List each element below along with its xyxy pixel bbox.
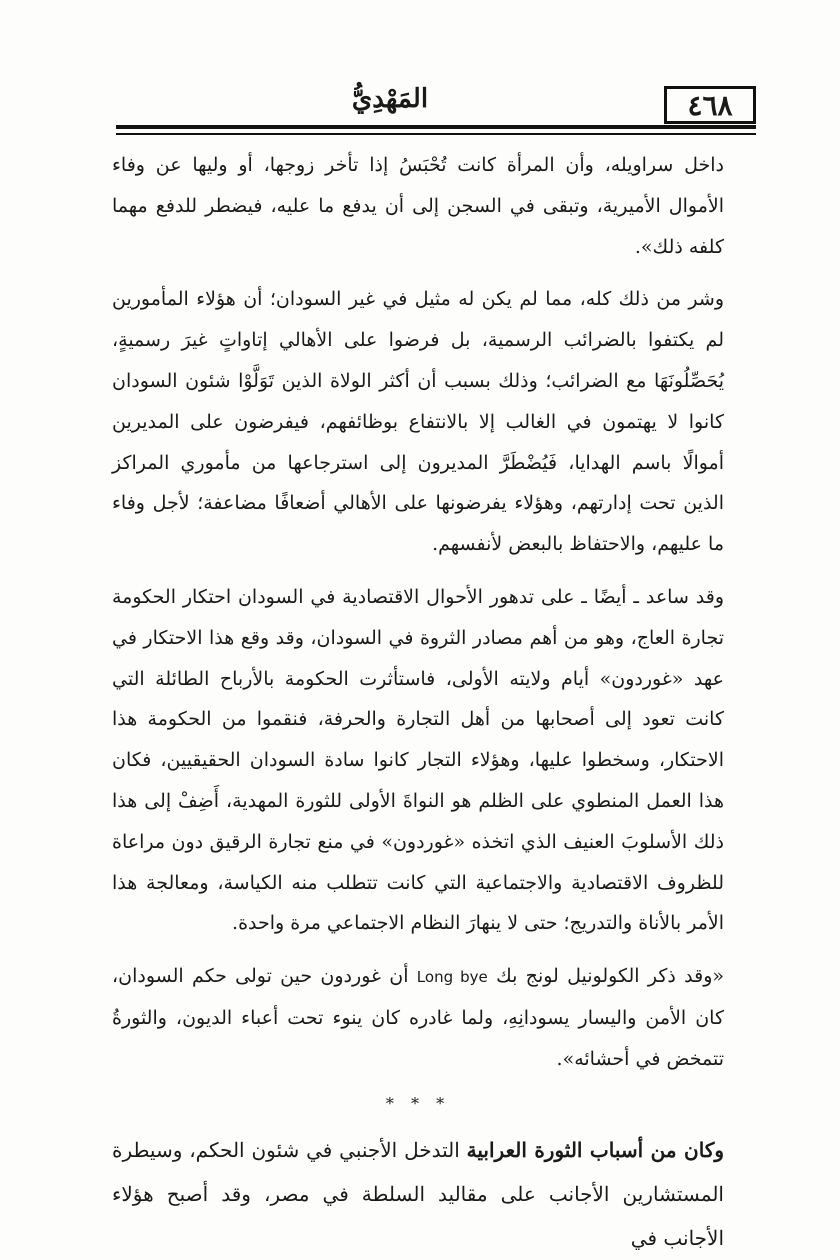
paragraph-3: وقد ساعد ـ أيضًا ـ على تدهور الأحوال الاقتصادية في السودان احتكار الحكومة تجارة العاج، وهو من أهم مصادر الثروة في السودان، وقد وقع هذا الاحتكار في عهد «غوردون» أيام ولايته الأولى، فاستأثرت الحكومة بالأرباح الطائلة التي كانت تعود إلى أصحابها من أهل التجارة والحرفة، فنقموا من الحكومة هذا الاحتكار، وسخطوا عليها، وهؤلاء التجار كانوا سادة السودان الحقيقيين، فكان هذا العمل المنطوي على الظلم هو النواةَ الأولى للثورة المهدية، أَضِفْ إلى هذا ذلك الأسلوبَ العنيف الذي اتخذه «غوردون» في منع تجارة الرقيق دون مراعاة للظروف الاقتصادية والاجتماعية التي كانت تتطلب منه الكياسة، ومعالجة هذا الأمر بالأناة والتدريج؛ حتى لا ينهارَ النظام الاجتماعي مرة واحدة.: [112, 585, 724, 935]
paragraph-5-text: التدخل الأجنبي في شئون الحكم، وسيطرة المستشارين الأجانب على مقاليد السلطة في مصر، وقد أصبح هؤلاء الأجانب في: [112, 1137, 724, 1250]
page-header: [0, 0, 840, 140]
page-body: [112, 145, 725, 1250]
bold-lead: وكان من أسباب الثورة العرابية: [466, 1137, 725, 1162]
page-number: ٤٦٨: [664, 86, 756, 124]
quote-rest: أن غوردون حين تولى حكم السودان، كان الأمن واليسار يسودانِهِ، ولما غادره كان ينوء تحت أعباء الديون، والثورةُ تتمخض في أحشائه».: [112, 965, 724, 1070]
paragraph-5: [112, 1128, 724, 1260]
header-rule-thick: [116, 125, 756, 129]
section-separator: * * *: [385, 1093, 451, 1113]
paragraph-1: داخل سراويله، وأن المرأة كانت تُحْبَسُ إذا تأخر زوجها، أو وليها عن وفاء الأموال الأميرية، وتبقى في السجن إلى أن يدفع ما عليه، فيضطر للدفع مهما كلفه ذلك».: [112, 154, 724, 258]
running-title: المَهْدِيُّ: [351, 84, 429, 114]
paragraph-4-quote: [112, 956, 724, 1079]
quote-start: «وقد ذكر الكولونيل لونج بك: [496, 965, 724, 988]
paragraph-2: وشر من ذلك كله، مما لم يكن له مثيل في غير السودان؛ أن هؤلاء المأمورين لم يكتفوا بالضرائب الرسمية، بل فرضوا على الأهالي إتاواتٍ غيرَ رسميةٍ، يُحَصِّلُونَهَا مع الضرائب؛ وذلك بسبب أن أكثر الولاة الذين تَوَلَّوْا شئون السودان كانوا لا يهتمون في الغالب إلا بالانتفاع بوظائفهم، فيفرضون على المديرين أموالًا باسم الهدايا، فَيُضْطَرَّ المديرون إلى استرجاعها من مأموري المراكز الذين تحت إدارتهم، وهؤلاء يفرضونها على الأهالي أضعافًا مضاعفة؛ لأجل وفاء ما عليهم، والاحتفاظ بالبعض لأنفسهم.: [112, 288, 724, 556]
header-rule-thin: [116, 133, 756, 135]
latin-name: Long bye: [416, 968, 488, 987]
